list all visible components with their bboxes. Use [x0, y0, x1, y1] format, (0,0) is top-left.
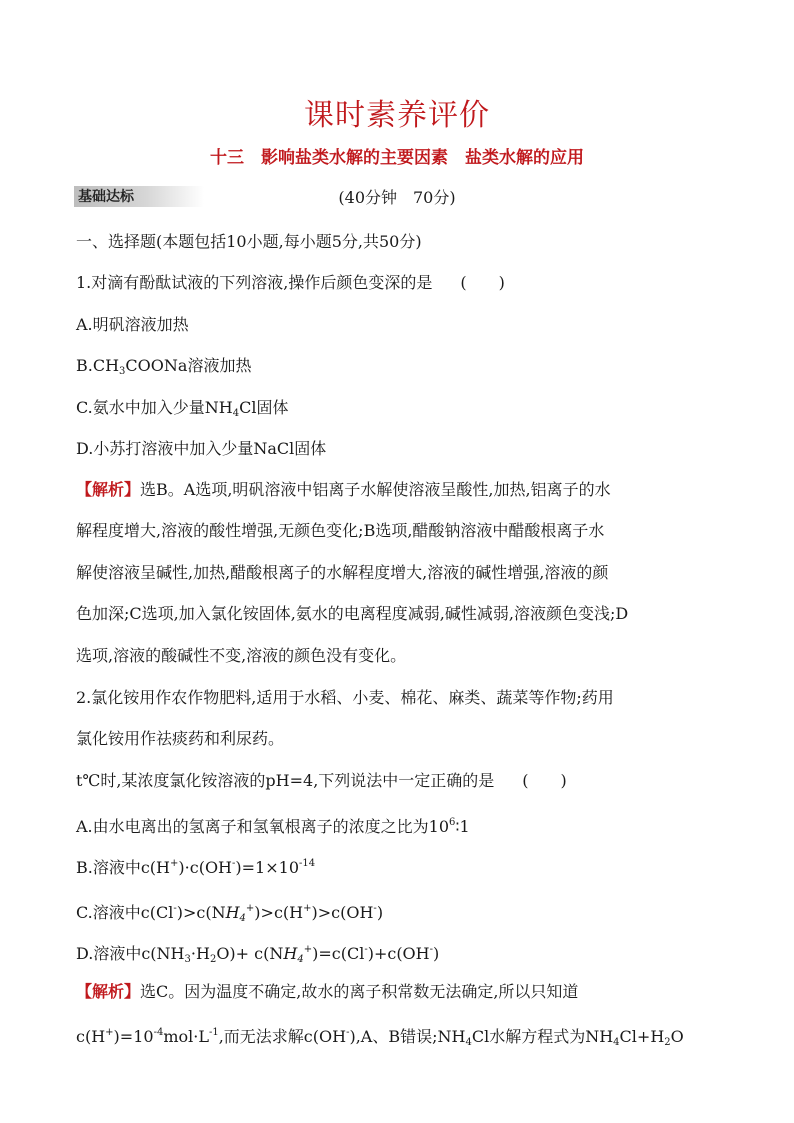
q1-option-c-sub: 4: [232, 408, 240, 419]
q2-c-t4: )>c(OH: [311, 903, 374, 922]
q2-an-s4: -: [346, 1027, 350, 1038]
q2-an-t3: mol·L: [163, 1027, 209, 1046]
q2-answer-paren: ( ): [522, 771, 567, 790]
q2-option-b: [76, 852, 754, 880]
q1-analysis-line-1: [76, 478, 754, 502]
q2-intro-line-1: 2.氯化铵用作农作物肥料,适用于水稻、小麦、棉花、麻类、蔬菜等作物;药用: [76, 688, 614, 707]
q2-an-s3: -1: [208, 1027, 219, 1038]
q1-option-c-text: C.氨水中加入少量NH: [76, 398, 233, 417]
q1-analysis-line-4: 色加深;C选项,加入氯化铵固体,氨水的电离程度减弱,碱性减弱,溶液颜色变浅;D: [76, 604, 629, 623]
q1-option-b: [76, 354, 754, 384]
q2-stem-line: [76, 769, 754, 793]
q2-d-s4: -: [364, 944, 368, 955]
q2-option-a-sup: 6: [449, 817, 456, 828]
q2-an-s5: 4: [465, 1037, 472, 1048]
q2-c-s4: -: [373, 903, 377, 914]
q2-an-s6: 4: [613, 1037, 620, 1048]
ammonium-sup: +: [303, 944, 313, 955]
q1-option-b-sub: 3: [119, 366, 126, 377]
q2-b-s3: -14: [299, 858, 316, 869]
q2-c-t5: ): [376, 903, 384, 922]
q2-analysis-tag: 【解析】: [76, 982, 141, 1001]
q2-analysis-line-1: [76, 980, 754, 1004]
q2-an-t4: ,而无法求解c(OH: [218, 1027, 347, 1046]
q1-analysis-line-3: 解使溶液呈碱性,加热,醋酸根离子的水解程度增大,溶液的碱性增强,溶液的颜: [76, 563, 609, 582]
page-subtitle: 十三 影响盐类水解的主要因素 盐类水解的应用: [210, 148, 584, 168]
q2-d-s2: 2: [209, 954, 217, 965]
q2-option-a-text: A.由水电离出的氢离子和氢氧根离子的浓度之比为10: [76, 817, 450, 836]
q2-b-t3: )=1×10: [235, 858, 299, 877]
q1-option-a: A.明矾溶液加热: [76, 315, 189, 334]
q2-d-t6: ): [433, 944, 440, 963]
q2-d-t1: D.溶液中c(NH: [76, 944, 185, 963]
q2-b-s2: -: [232, 858, 236, 869]
page-title: 课时素养评价: [304, 98, 490, 133]
q2-option-c: [76, 897, 754, 931]
ammonium-formula: [226, 903, 255, 922]
q2-d-s5: -: [429, 944, 434, 955]
q2-d-t4: )=c(Cl: [312, 944, 365, 963]
q1-option-c-text-2: Cl固体: [239, 398, 289, 417]
ammonium-sub: 4: [239, 913, 246, 924]
q2-an-t1: c(H: [76, 1027, 106, 1046]
q2-an-s1: +: [105, 1027, 114, 1038]
q2-analysis-text: 选C。因为温度不确定,故水的离子积常数无法确定,所以只知道: [140, 982, 579, 1001]
q2-an-t7: Cl+H: [619, 1027, 665, 1046]
ammonium-sub: 4: [297, 954, 304, 965]
q2-option-d: [76, 938, 754, 972]
q2-option-a-text-2: ∶1: [455, 817, 470, 836]
q2-d-t3: O)+ c(N: [216, 944, 284, 963]
q1-option-d: D.小苏打溶液中加入少量NaCl固体: [76, 439, 327, 458]
q2-stem: t℃时,某浓度氯化铵溶液的pH=4,下列说法中一定正确的是: [76, 771, 495, 790]
q2-an-s7: 2: [664, 1037, 671, 1048]
ammonium-h: H: [225, 903, 240, 922]
q1-answer-paren: ( ): [460, 273, 505, 292]
q2-b-s1: +: [170, 858, 179, 869]
q2-c-t1: C.溶液中c(Cl: [76, 903, 174, 922]
q2-c-s1: -: [173, 903, 177, 914]
q1-option-b-text: B.CH: [76, 356, 120, 375]
q2-an-t5: ),A、B错误;NH: [349, 1027, 466, 1046]
q2-c-s3: +: [303, 903, 312, 914]
q2-intro-line-2: 氯化铵用作祛痰药和利尿药。: [76, 729, 285, 748]
section-badge-label: 基础达标: [78, 189, 134, 205]
q2-b-t2: )·c(OH: [178, 858, 233, 877]
q2-c-t3: )>c(H: [254, 903, 304, 922]
q2-d-s1: 3: [184, 954, 191, 965]
q1-option-b-text-2: COONa溶液加热: [125, 356, 252, 375]
q2-d-t2: ·H: [190, 944, 210, 963]
ammonium-formula: [283, 944, 312, 963]
ammonium-h: H: [283, 944, 298, 963]
q1-analysis-text: 选B。A选项,明矾溶液中铝离子水解使溶液呈酸性,加热,铝离子的水: [140, 480, 611, 499]
q2-option-a: [76, 811, 754, 839]
q2-c-t2: )>c(N: [176, 903, 226, 922]
q2-analysis-line-2: [76, 1021, 754, 1055]
ammonium-sup: +: [245, 903, 255, 914]
q2-an-t2: )=10: [113, 1027, 154, 1046]
q2-an-t6: Cl水解方程式为NH: [471, 1027, 614, 1046]
q1-analysis-line-2: 解程度增大,溶液的酸性增强,无颜色变化;B选项,醋酸钠溶液中醋酸根离子水: [76, 521, 605, 540]
q1-option-c: [76, 396, 754, 426]
time-score: (40分钟 70分): [338, 188, 456, 207]
q2-an-s2: -4: [153, 1027, 164, 1038]
q1-analysis-tag: 【解析】: [76, 480, 141, 499]
q1-stem-line: [76, 271, 754, 295]
q2-d-t5: )+c(OH: [367, 944, 430, 963]
q2-b-t1: B.溶液中c(H: [76, 858, 171, 877]
q1-stem: 1.对滴有酚酞试液的下列溶液,操作后颜色变深的是: [76, 273, 433, 292]
section-heading: 一、选择题(本题包括10小题,每小题5分,共50分): [76, 232, 422, 251]
q2-an-t8: O: [670, 1027, 684, 1046]
q1-analysis-line-5: 选项,溶液的酸碱性不变,溶液的颜色没有变化。: [76, 646, 407, 665]
